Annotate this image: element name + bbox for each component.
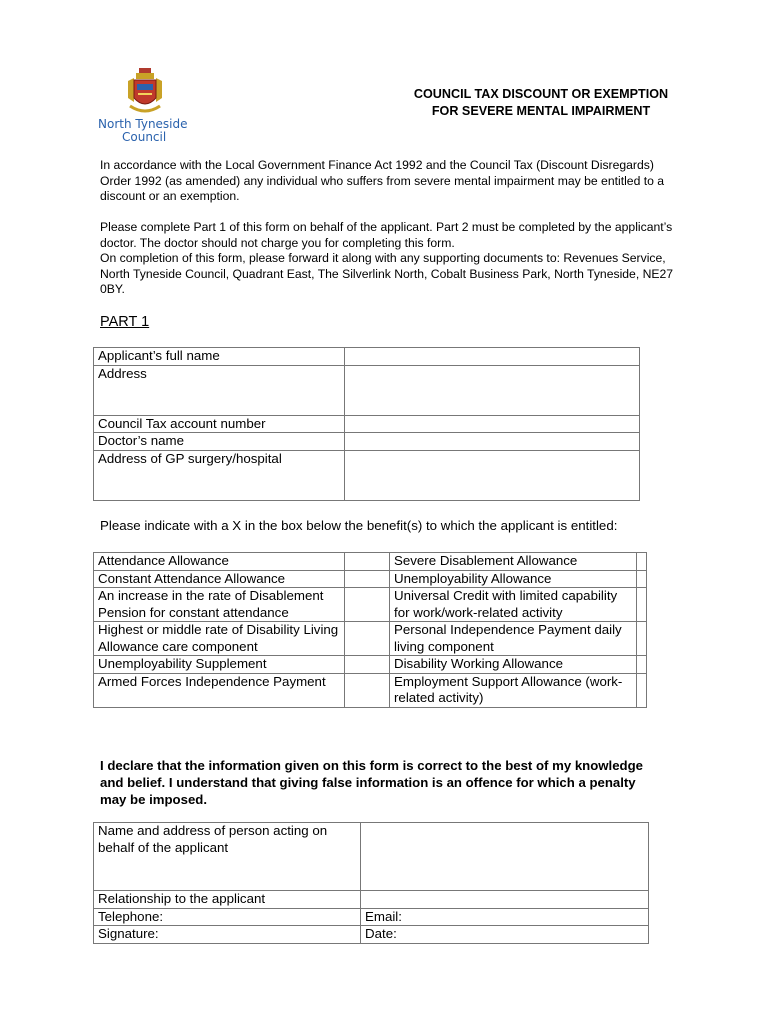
benefits-table — [93, 552, 647, 708]
benefit-checkbox[interactable] — [345, 673, 390, 707]
benefit-checkbox[interactable] — [345, 656, 390, 674]
council-logo — [98, 68, 194, 146]
relationship-field[interactable] — [361, 891, 649, 909]
telephone-label[interactable]: Telephone: — [94, 908, 361, 926]
benefit-checkbox[interactable] — [345, 622, 390, 656]
council-crest-icon — [124, 68, 166, 118]
benefit-label: An increase in the rate of Disablement Pension for constant attendance — [94, 588, 345, 622]
gp-address-field[interactable] — [345, 450, 640, 500]
benefit-label: Unemployability Supplement — [94, 656, 345, 674]
applicant-name-field[interactable] — [345, 348, 640, 366]
council-tax-account-field[interactable] — [345, 415, 640, 433]
applicant-name-label: Applicant’s full name — [94, 348, 345, 366]
benefit-checkbox[interactable] — [345, 570, 390, 588]
benefit-label: Employment Support Allowance (work-related activity) — [390, 673, 637, 707]
gp-address-label: Address of GP surgery/hospital — [94, 450, 345, 500]
benefit-checkbox[interactable] — [637, 553, 647, 571]
benefit-checkbox[interactable] — [637, 656, 647, 674]
logo-text-north-tyneside: North Tyneside — [98, 117, 188, 131]
benefit-label: Disability Working Allowance — [390, 656, 637, 674]
date-label[interactable]: Date: — [361, 926, 649, 944]
instructions-paragraph — [100, 220, 680, 298]
benefit-checkbox[interactable] — [637, 588, 647, 622]
part1-heading: PART 1 — [100, 314, 150, 330]
signature-label[interactable]: Signature: — [94, 926, 361, 944]
benefit-checkbox[interactable] — [637, 622, 647, 656]
relationship-label: Relationship to the applicant — [94, 891, 361, 909]
doctor-name-label: Doctor’s name — [94, 433, 345, 451]
benefit-checkbox[interactable] — [637, 673, 647, 707]
representative-name-field[interactable] — [361, 823, 649, 891]
declaration-text: I declare that the information given on this form is correct to the best of my knowledge and belief. I understand that giving false information is an offence for which a penalty may be imposed. — [100, 758, 643, 807]
council-tax-account-label: Council Tax account number — [94, 415, 345, 433]
benefit-label: Unemployability Allowance — [390, 570, 637, 588]
benefit-label: Highest or middle rate of Disability Living Allowance care component — [94, 622, 345, 656]
benefit-label: Constant Attendance Allowance — [94, 570, 345, 588]
benefit-label: Personal Independence Payment daily living component — [390, 622, 637, 656]
logo-text-council: Council — [122, 130, 167, 144]
benefits-instruction: Please indicate with a X in the box below the benefit(s) to which the applicant is entitled: — [100, 518, 618, 533]
signatory-table — [93, 822, 649, 944]
benefit-label: Universal Credit with limited capability for work/work-related activity — [390, 588, 637, 622]
instructions-line-1: Please complete Part 1 of this form on behalf of the applicant. Part 2 must be completed by the applicant’s doctor. The doctor should not charge you for completing this form. — [100, 220, 673, 250]
benefit-checkbox[interactable] — [345, 588, 390, 622]
address-label: Address — [94, 365, 345, 415]
applicant-details-table — [93, 347, 640, 501]
benefit-label: Attendance Allowance — [94, 553, 345, 571]
benefit-label: Severe Disablement Allowance — [390, 553, 637, 571]
instructions-line-2: On completion of this form, please forward it along with any supporting documents to: Revenues Service, North Tyneside Council, Quadrant East, The Silverlink North, Cobalt Business Park, North Tyneside, NE27 0BY. — [100, 251, 674, 296]
benefit-checkbox[interactable] — [637, 570, 647, 588]
representative-name-label: Name and address of person acting on behalf of the applicant — [94, 823, 361, 891]
address-field[interactable] — [345, 365, 640, 415]
benefit-label: Armed Forces Independence Payment — [94, 673, 345, 707]
intro-paragraph: In accordance with the Local Government Finance Act 1992 and the Council Tax (Discount Disregards) Order 1992 (as amended) any individual who suffers from severe mental impairment may be entitled to a discount or an exemption. — [100, 158, 665, 203]
doctor-name-field[interactable] — [345, 433, 640, 451]
benefit-checkbox[interactable] — [345, 553, 390, 571]
form-title: COUNCIL TAX DISCOUNT OR EXEMPTION FOR SEVERE MENTAL IMPAIRMENT — [413, 87, 669, 118]
email-label[interactable]: Email: — [361, 908, 649, 926]
